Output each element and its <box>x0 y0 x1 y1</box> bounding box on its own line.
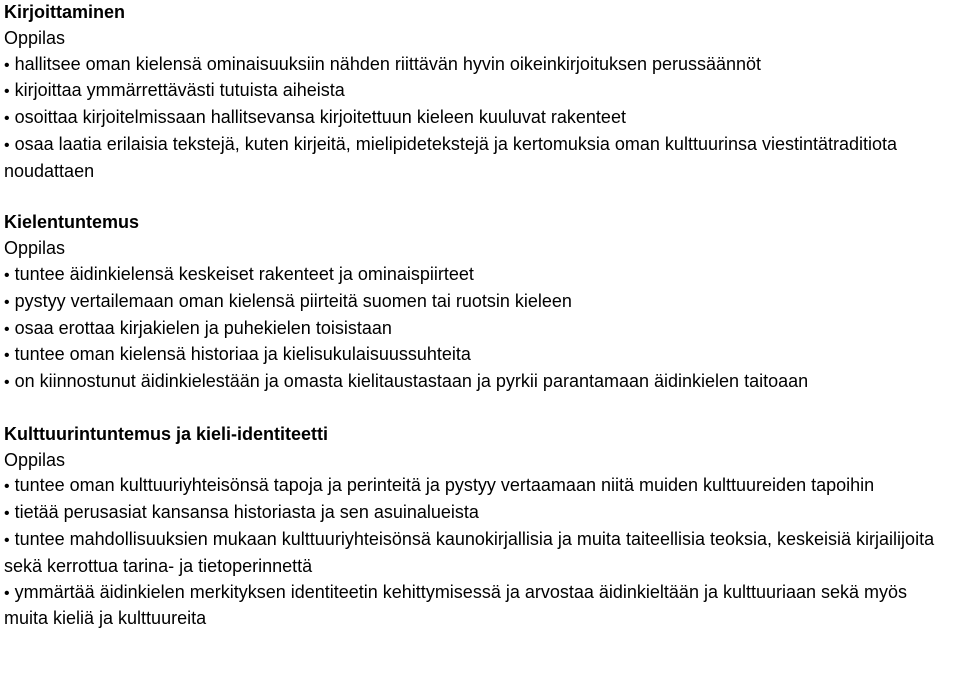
bullet-icon: • <box>4 136 10 154</box>
list-item-text: tuntee oman kulttuuriyhteisönsä tapoja ja perinteitä ja pystyy vertaamaan niitä muiden kulttuureiden tapoihin <box>14 475 875 496</box>
section-subtitle: Oppilas <box>4 449 66 470</box>
list-item-text: osaa erottaa kirjakielen ja puhekielen toisistaan <box>14 317 392 338</box>
list-item-text: hallitsee oman kielensä ominaisuuksiin nähden riittävän hyvin oikeinkirjoituksen perussäännöt <box>14 53 762 74</box>
list-item <box>4 473 954 500</box>
section-title: Kirjoittaminen <box>4 2 126 22</box>
bullet-icon: • <box>4 584 10 602</box>
list-item-text: ymmärtää äidinkielen merkityksen identiteetin kehittymisessä ja arvostaa äidinkieltään ja kulttuuriaan sekä myös muita kieliä ja kulttuureita <box>4 581 908 629</box>
section-kulttuurintuntemus <box>4 422 954 632</box>
section-title: Kulttuurintuntemus ja kieli-identiteetti <box>4 423 329 444</box>
list-item <box>4 52 954 79</box>
list-item-text: tuntee äidinkielensä keskeiset rakenteet ja ominaispiirteet <box>14 263 474 284</box>
list-item-text: pystyy vertailemaan oman kielensä piirteitä suomen tai ruotsin kieleen <box>14 290 572 311</box>
section-subtitle: Oppilas <box>4 238 66 259</box>
list-item-text: tuntee mahdollisuuksien mukaan kulttuuriyhteisönsä kaunokirjallisia ja muita taiteellisia teoksia, keskeisiä kirjailijoita sekä kerrottua tarina- ja tietoperinnettä <box>4 528 935 576</box>
bullet-icon: • <box>4 478 10 496</box>
list-item <box>4 316 954 343</box>
bullet-icon: • <box>4 347 10 365</box>
bullet-icon: • <box>4 293 10 311</box>
section-kirjoittaminen <box>4 0 954 185</box>
bullet-list <box>4 262 954 396</box>
list-item <box>4 289 954 316</box>
list-item <box>4 78 954 105</box>
bullet-icon: • <box>4 320 10 338</box>
bullet-icon: • <box>4 505 10 523</box>
list-item <box>4 132 954 185</box>
list-item <box>4 580 954 633</box>
list-item-text: tuntee oman kielensä historiaa ja kielisukulaisuussuhteita <box>14 344 471 365</box>
bullet-icon: • <box>4 374 10 392</box>
section-kielentuntemus <box>4 210 954 396</box>
bullet-icon: • <box>4 56 10 74</box>
bullet-list <box>4 52 954 185</box>
section-subtitle: Oppilas <box>4 27 66 48</box>
list-item-text: tietää perusasiat kansansa historiasta ja sen asuinalueista <box>14 502 479 523</box>
list-item-text: osaa laatia erilaisia tekstejä, kuten kirjeitä, mielipidetekstejä ja kertomuksia oman kulttuurinsa viestintätraditiota noudattaen <box>4 133 898 181</box>
bullet-icon: • <box>4 110 10 128</box>
bullet-icon: • <box>4 83 10 101</box>
list-item-text: on kiinnostunut äidinkielestään ja omasta kielitaustastaan ja pyrkii parantamaan äidinkielen taitoaan <box>14 371 809 392</box>
list-item <box>4 262 954 289</box>
list-item-text: kirjoittaa ymmärrettävästi tutuista aiheista <box>14 80 345 101</box>
list-item <box>4 369 954 396</box>
bullet-icon: • <box>4 531 10 549</box>
bullet-icon: • <box>4 266 10 284</box>
section-title: Kielentuntemus <box>4 212 140 233</box>
list-item <box>4 500 954 527</box>
bullet-list <box>4 473 954 632</box>
list-item <box>4 105 954 132</box>
list-item <box>4 527 954 580</box>
list-item-text: osoittaa kirjoitelmissaan hallitsevansa kirjoitettuun kieleen kuuluvat rakenteet <box>14 107 626 128</box>
list-item <box>4 342 954 369</box>
